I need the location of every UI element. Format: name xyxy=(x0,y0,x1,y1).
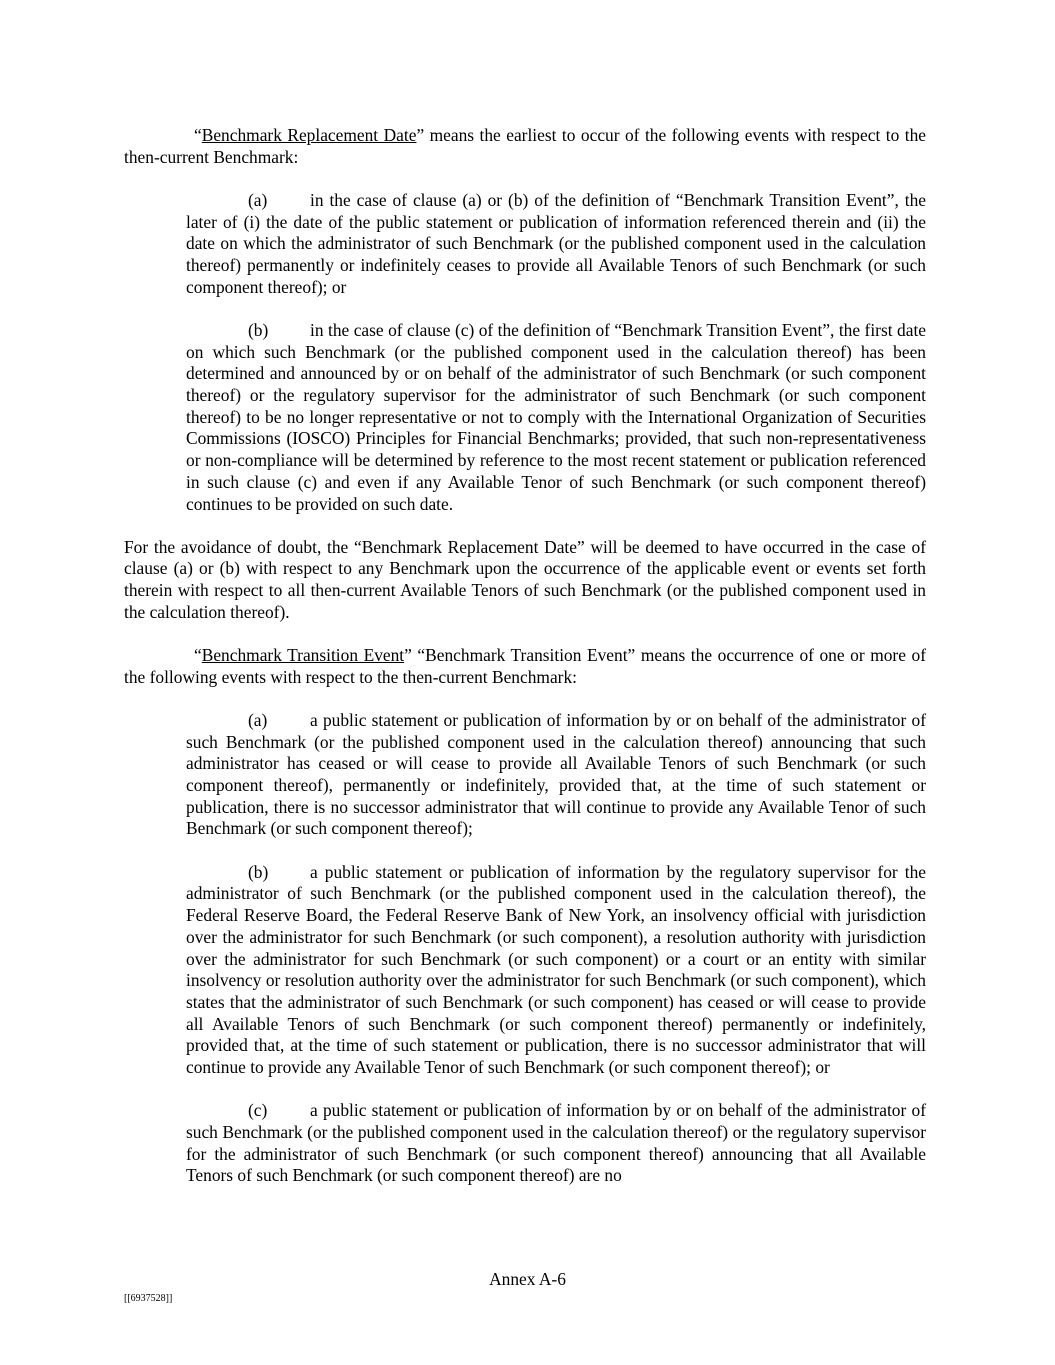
defined-term: Benchmark Replacement Date xyxy=(201,125,417,145)
clause-text: in the case of clause (a) or (b) of the definition of “Benchmark Transition Event”, the later of (i) the date of the public statement or publication of information referenced therein and (ii) the date on which the administrator of such Benchmark (or the published component used in the calculation thereof) permanently or indefinitely ceases to provide all Available Tenors of such Benchmark (or such component thereof); or xyxy=(186,189,926,297)
clause-label: (a) xyxy=(248,189,268,210)
clause-text: a public statement or publication of information by or on behalf of the administrator of such Benchmark (or the published component used in the calculation thereof) or the regulatory supervisor for the administrator of such Benchmark (or such component thereof) announcing that all Available Tenors of such Benchmark (or such component thereof) are no xyxy=(186,1100,926,1186)
clause-label: (b) xyxy=(248,861,269,882)
clause-label: (c) xyxy=(248,1100,268,1121)
clause-text: a public statement or publication of information by the regulatory supervisor for the administrator of such Benchmark (or the published component used in the calculation thereof), the Federal Reserve Board, the Federal Reserve Bank of New York, an insolvency official with jurisdiction over the administrator for such Benchmark (or such component), a resolution authority with jurisdiction over the administrator for such Benchmark (or such component) or a court or an entity with similar insolvency or resolution authority over the administrator for such Benchmark (or such component), which states that the administrator of such Benchmark (or such component) has ceased or will cease to provide all Available Tenors of such Benchmark (or such component thereof) permanently or indefinitely, provided that, at the time of such statement or publication, there is no successor administrator that will continue to provide any Available Tenor of such Benchmark (or such component thereof); or xyxy=(186,861,926,1078)
clause-item xyxy=(186,190,926,299)
clause-text: in the case of clause (c) of the definition of “Benchmark Transition Event”, the first date on which such Benchmark (or the published component used in the calculation thereof) has been determined and announced by or on behalf of the administrator of such Benchmark (or such component thereof) or the regulatory supervisor for the administrator of such Benchmark (or such component thereof) to be no longer representative or not to comply with the International Organization of Securities Commissions (IOSCO) Principles for Financial Benchmarks; provided, that such non-representativeness or non-compliance will be determined by reference to the most recent statement or publication referenced in such clause (c) and even if any Available Tenor of such Benchmark (or such component thereof) continues to be provided on such date. xyxy=(186,319,926,514)
defined-term: Benchmark Transition Event xyxy=(201,645,405,666)
definition-benchmark-transition-event: “Benchmark Transition Event” “Benchmark Transition Event” means the occurrence of one or more of the following events with respect to the then-current Benchmark: xyxy=(124,645,926,687)
clause-item xyxy=(186,1100,926,1187)
clause-label: (b) xyxy=(248,319,269,340)
clause-item xyxy=(186,320,926,515)
definition-benchmark-replacement-date: “Benchmark Replacement Date” means the earliest to occur of the following events with respect to the then-current Benchmark: xyxy=(124,125,926,167)
clause-label: (a) xyxy=(248,709,268,730)
page-number: Annex A-6 xyxy=(489,1269,566,1289)
clause-item xyxy=(186,862,926,1079)
clause-text: a public statement or publication of information by or on behalf of the administrator of such Benchmark (or the published component used in the calculation thereof) announcing that such administrator has ceased or will cease to provide all Available Tenors of such Benchmark (or such component thereof), permanently or indefinitely, provided that, at the time of such statement or publication, there is no successor administrator that will continue to provide any Available Tenor of such Benchmark (or such component thereof); xyxy=(186,709,926,839)
clause-item xyxy=(186,710,926,840)
avoidance-paragraph: For the avoidance of doubt, the “Benchmark Replacement Date” will be deemed to have occurred in the case of clause (a) or (b) with respect to any Benchmark upon the occurrence of the applicable event or events set forth therein with respect to all then-current Available Tenors of such Benchmark (or the published component used in the calculation thereof). xyxy=(124,536,926,622)
document-id: [[6937528]] xyxy=(124,1293,173,1304)
document-body xyxy=(124,125,926,1209)
